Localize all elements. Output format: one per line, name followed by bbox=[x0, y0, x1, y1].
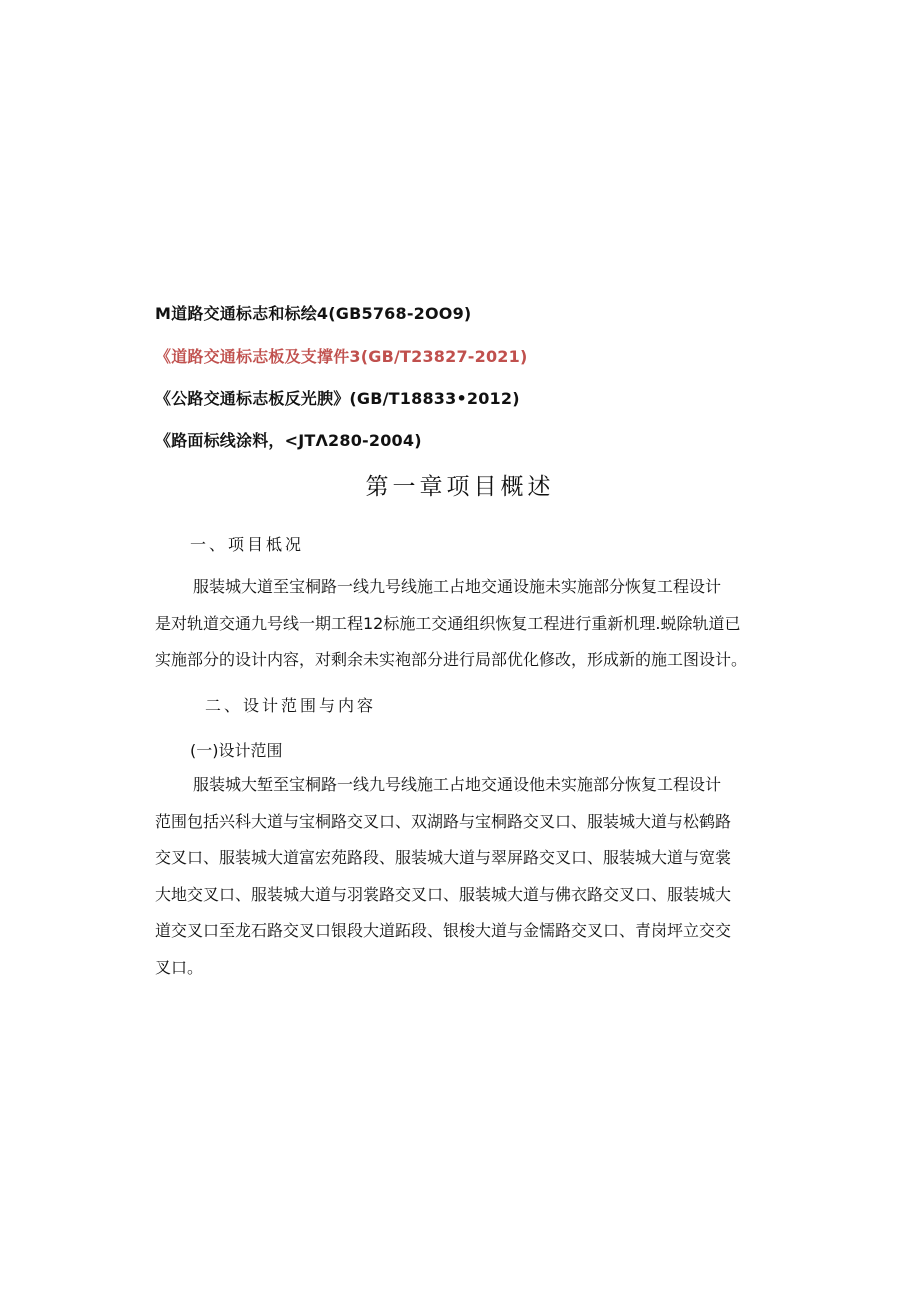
reference-gb5768: M道路交通标志和标绘4(GB5768-2OO9) bbox=[155, 304, 472, 323]
paragraph-line: 服装城大堑至宝桐路一线九号线施工占地交通设他未实施部分恢复工程设计 bbox=[193, 775, 722, 794]
paragraph-scope bbox=[155, 767, 732, 986]
paragraph-line: 叉口。 bbox=[155, 957, 204, 977]
chapter-title: 第一章项目概述 bbox=[365, 474, 555, 500]
reference-gbt18833: 《公路交通标志板反光腴》(GB/T18833•2012) bbox=[155, 389, 520, 408]
reference-jt280: 《路面标线涂料，<JTΛ280-2004) bbox=[155, 431, 422, 450]
paragraph-line: 服装城大道至宝桐路一线九号线施工占地交通设施未实施部分恢复工程设计 bbox=[193, 577, 722, 596]
section-heading-overview: 一、项目柢况 bbox=[190, 535, 305, 554]
paragraph-line: 大地交叉口、服装城大道与羽裳路交叉口、服装城大道与佛衣路交叉口、服装城大 bbox=[155, 884, 732, 904]
paragraph-line: 实施部分的设计内容，对剩余未实袍部分进行局部优化修改，形成新的施工图设计。 bbox=[155, 650, 748, 669]
paragraph-line: 是对轨道交通九号线一期工程12标施工交通组织恢复工程进行重新机理.蜕除轨道已 bbox=[155, 613, 741, 633]
reference-gbt23827: 《道路交通标志板及支撑件3(GB/T23827-2021) bbox=[155, 347, 528, 366]
paragraph-line: 范围包括兴科大道与宝桐路交叉口、双湖路与宝桐路交叉口、服装城大道与松鹤路 bbox=[155, 811, 732, 831]
paragraph-overview bbox=[155, 569, 748, 679]
section-heading-scope: 二、设计范围与内容 bbox=[205, 696, 377, 715]
paragraph-line: 道交叉口至龙石路交叉口银段大道跖段、银梭大道与金懦路交叉口、青岗坪立交交 bbox=[155, 921, 732, 940]
subheading-design-scope: (一)设计范围 bbox=[190, 741, 283, 760]
paragraph-line: 交叉口、服装城大道富宏苑路段、服装城大道与翠屏路交叉口、服装城大道与宽裳 bbox=[155, 848, 732, 867]
